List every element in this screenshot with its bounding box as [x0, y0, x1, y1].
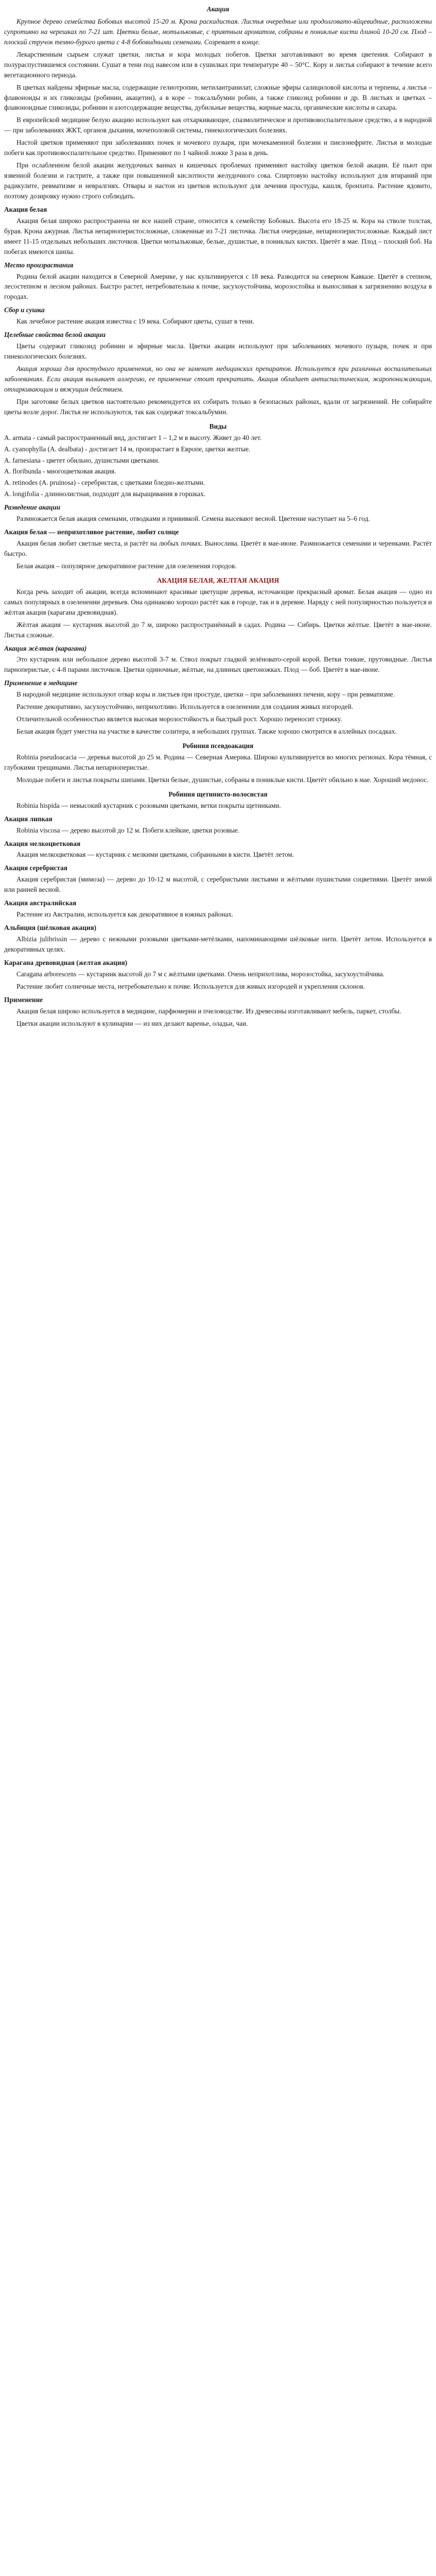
- paragraph: Родина белой акации находится в Северной Америке, у нас культивируется с 18 века. Разводится на северном Кавказе. Цветёт в степном, лесостепном и лесном районах. Быстро растет, нетребовательна к почве, засухоустойчива, морозостойка и выносливая к загрязнению воздуха в городах.: [4, 272, 432, 301]
- section-heading: Применение в медицине: [4, 679, 78, 687]
- paragraph: Растение из Австралии, используется как декоративное в южных районах.: [16, 910, 234, 919]
- paragraph: Как лечебное растение акация известна с 19 века. Собирают цветы, сушат в тени.: [16, 317, 254, 326]
- section-heading: АКАЦИЯ БЕЛАЯ, ЖЕЛТАЯ АКАЦИЯ: [156, 576, 280, 584]
- paragraph: Акация хороша для простудного применения, но она не заменит медицинских препаратов. Используется при различных воспалительных заболеваниях. Если акация вызывает аллергию, ее применение стоит прекратить. Акация обладает антиспастическим, жаропонижающим, отхаркивающим и вяжущим действием.: [4, 365, 432, 393]
- paragraph: Белая акация – популярное декоративное растение для озеленения городов.: [16, 562, 237, 570]
- paragraph: В цветках найдены эфирные масла, содержащие гелиотропин, метилантранилат, сложные эфиры салициловой кислоты и терпены, а листья – флавоноиды и их гликозиды (робинин, акацетин), а в коре – токсальбумин робин, а также гликозид робинин и др. В листьях и цветках – флавоноидные гликозиды, робинин и азотсодержащие вещества, дубильные вещества, жирные масла, органические кислоты и сахара.: [4, 83, 432, 112]
- paragraph: Когда речь заходит об акации, всегда вспоминают красивые цветущие деревья, источающие прекрасный аромат. Белая акация — одно из самых популярных в озеленении деревьев. Она одинаково хорошо растёт как в городе, так и в деревне. Наряду с ней популярностью пользуется и жёлтая акация (карагана древовидная).: [4, 587, 432, 616]
- section-heading: Акация серебристая: [4, 864, 67, 872]
- section-heading: Робиния щетинисто-волосистая: [168, 790, 268, 798]
- section-heading: Акация липкая: [4, 815, 53, 823]
- paragraph: Акация белая любит светлые места, и растёт на любых почвах. Вынослива. Цветёт в мае-июне. Размножается семенами и черенками. Растёт быстро.: [4, 539, 432, 557]
- paragraph: Лекарственным сырьем служат цветки, листья и кора молодых побегов. Цветки заготавливают во время цветения. Собирают в полураспустившемся состоянии. Сушат в тени под навесом или в сушилках при температуре 40 – 50°С. Кору и листья собирают в течение всего вегетационного периода.: [4, 50, 432, 79]
- paragraph: Молодые побеги и листья покрыты шипами. Цветки белые, душистые, собраны в пониклые кисти. Цветёт обильно в мае. Хороший медонос.: [16, 775, 429, 784]
- paragraph: Отличительной особенностью является высокая морозостойкость и быстрый рост. Хорошо переносит стрижку.: [16, 715, 342, 723]
- doc-title: Акация: [206, 5, 230, 13]
- list-item: A. longifolia - длиннолистная, подходит для выращивания в горшках.: [4, 490, 206, 498]
- section-heading: Разведение акации: [4, 503, 61, 512]
- section-heading: Альбиция (шёлковая акация): [4, 924, 97, 932]
- document: [0, 0, 436, 1033]
- paragraph: Акация серебристая (мимоза) — дерево до 10-12 м высотой, с серебристыми листьями и жёлтыми пушистыми соцветиями. Цветёт зимой или ранней весной.: [4, 875, 432, 894]
- list-item: A. farnesiana - цветет обильно, душистыми цветками.: [4, 456, 160, 464]
- section-heading: Сбор и сушка: [4, 306, 45, 314]
- paragraph: Крупное дерево семейства Бобовых высотой 15-20 м. Крона раскидистая. Листья очередные или продолговато-яйцевидные, расположены супротивно на черешках по 7-21 шт. Цветки белые, мотыльковые, с приятным ароматом, собраны в пониклые кисти длиной 10-20 см. Плод – плоский стручок темно-бурого цвета с 4-8 бобовидными семенами. Созревает в конце.: [4, 17, 432, 46]
- paragraph: Акация белая широко используется в медицине, парфюмерии и пчеловодстве. Из древесины изготавливают мебель, паркет, столбы.: [16, 1007, 402, 1015]
- section-heading: Место произрастания: [4, 261, 74, 269]
- paragraph: Белая акация будет уместна на участке в качестве солитера, в небольших группах. Также хорошо смотрится в аллейных посадках.: [16, 727, 397, 736]
- section-heading: Целебные свойства белой акации: [4, 331, 106, 339]
- section-heading: Робиния псевдоакация: [182, 742, 254, 750]
- paragraph: Акация мелкоцветковая — кустарник с мелкими цветками, собранными в кисти. Цветёт летом.: [16, 851, 294, 859]
- section-heading: Виды: [209, 422, 227, 430]
- paragraph: Настой цветков применяют при заболеваниях почек и мочевого пузыря, при мочекаменной болезни и пиелонефрите. Листья и молодые побеги как противовоспалительное средство. Применяют по 1 чайной ложке 3 раза в день.: [4, 139, 432, 157]
- paragraph: Растение любит солнечные места, нетребовательно к почве. Используется для живых изгородей и укрепления склонов.: [16, 982, 365, 990]
- paragraph: Растение декоративно, засухоустойчиво, неприхотливо. Используется в озеленении для создания живых изгородей.: [16, 703, 354, 711]
- paragraph: Robinia hispida — невысокий кустарник с розовыми цветками, ветки покрыты щетинками.: [16, 801, 281, 809]
- list-item: A. cyanophylla (A. dealbata) - достигает 14 м, произрастает в Европе, цветки желтые.: [4, 445, 251, 453]
- paragraph: Caragana arborescens — кустарник высотой до 7 м с жёлтыми цветками. Очень неприхотлива, морозостойка, засухоустойчива.: [16, 970, 385, 978]
- paragraph: Жёлтая акация — кустарник высотой до 7 м, широко распространённый в садах. Родина — Сибирь. Цветки жёлтые. Цветёт в мае-июне. Листья сложные.: [4, 620, 432, 639]
- section-heading: Акация австралийская: [4, 899, 77, 907]
- paragraph: Robinia pseudoacacia — деревья высотой до 25 м. Родина — Северная Америка. Широко культивируется во многих регионах. Кора тёмная, с глубокими трещинами. Листья непарноперистые.: [4, 753, 432, 771]
- section-heading: Акация белая — неприхотливое растение, любит солнце: [4, 528, 179, 536]
- paragraph: Цветы содержат гликозид робинин и эфирные масла. Цветки акации используют при заболеваниях мочевого пузыря, почек и при гинекологических болезнях.: [4, 342, 432, 361]
- list-item: A. armata - самый распространенный вид, достигает 1 – 1,2 м в высоту. Живет до 40 лет.: [4, 433, 261, 442]
- paragraph: При ослабленном белой акации желудочных ваннах и кишечных проблемах применяют настойку цветков белой акации. Её пьют при язвенной болезни и гастрите, а также при повышенной кислотности желудочного сока. Спиртовую настойку используют для втираний при радикулите, ревматизме и невралгиях. Отвары и настои из цветков используют для лечения простуды, кашля, бронхита. Растение ядовито, поэтому дозировку нужно строго соблюдать.: [4, 161, 432, 200]
- paragraph: Albizia julibrissin — дерево с нежными розовыми цветками-метёлками, напоминающими шёлковые нити. Цветёт летом. Используется в декоративных целях.: [4, 935, 432, 953]
- paragraph: В народной медицине используют отвар коры и листьев при простуде, цветки – при заболеваниях печени, кору – при ревматизме.: [16, 690, 395, 699]
- paragraph: Цветки акации используют в кулинарии — из них делают варенье, оладьи, чаи.: [16, 1019, 248, 1027]
- list-item: A. retinodes (A. pruinosa) - серебристая, с цветками бледно-желтыми.: [4, 479, 205, 487]
- section-heading: Карагана древовидная (желтая акация): [4, 958, 128, 967]
- paragraph: Это кустарник или небольшое дерево высотой 3-7 м. Ствол покрыт гладкой зелёновато-серой корой. Ветки тонкие, прутовидные. Листья парноперистые, с 4-8 парами листочков. Цветки одиночные, жёлтые, на длинных цветоножках. Плод — боб. Цветёт в мае-июне.: [4, 655, 432, 674]
- paragraph: Размножается белая акация семенами, отводками и прививкой. Семена высевают весной. Цветение наступает на 5–6 год.: [16, 515, 370, 523]
- paragraph: В европейской медицине белую акацию используют как отхаркивающее, спазмолитическое и противовоспалительное средство, а в народной — при заболеваниях ЖКТ, органов дыхания, мочеполовой системы, гинекологических болезнях.: [4, 116, 432, 134]
- paragraph: При заготовке белых цветков настоятельно рекомендуется их собирать только в безопасных районах, вдали от загрязнений. Не собирайте цветы возле дорог. Листья не используются, так как содержат токсальбумин.: [4, 397, 432, 416]
- section-heading: Акация жёлтая (карагана): [4, 644, 87, 652]
- paragraph: Акация белая широко распространена не все нашей стране, относится к семейству Бобовых. Высота его 18-25 м. Кора на стволе толстая, бурая. Крона ажурная. Листья непарноперистосложные, сложенные из 7-21 листочка. Листья очередные, непарноперистосложные. Каждый лист имеет 11-15 отдельных небольших листочков. Цветки мотыльковые, белые, душистые, в пониклых кистях. Цветёт в мае. Плод – плоский боб. На побегах имеются шипы.: [4, 216, 432, 256]
- section-heading: Акация белая: [4, 205, 47, 213]
- list-item: A. floribunda - многоцветковая акация.: [4, 467, 116, 476]
- section-heading: Применение: [4, 995, 43, 1004]
- section-heading: Акация мелкоцветковая: [4, 839, 81, 848]
- paragraph: Robinia viscosa — дерево высотой до 12 м. Побеги клейкие, цветки розовые.: [16, 826, 239, 834]
